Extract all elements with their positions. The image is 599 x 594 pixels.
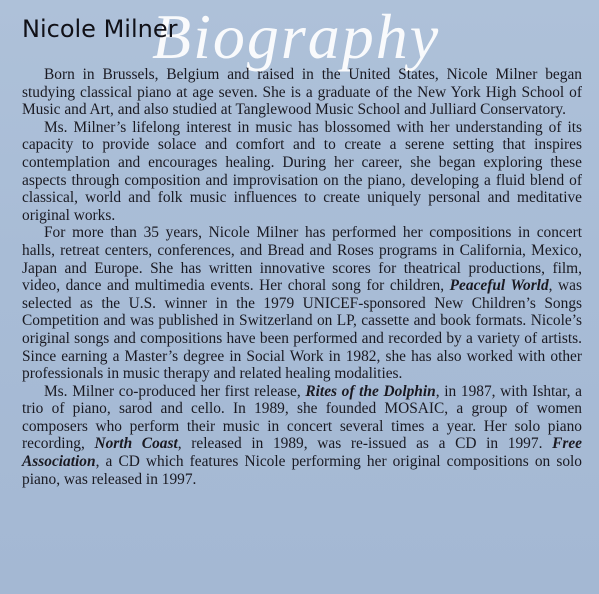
work-title: Peaceful World xyxy=(449,277,549,295)
work-title: North Coast xyxy=(94,435,178,453)
paragraph-performances xyxy=(22,224,582,382)
paragraph-text: , was selected as the U.S. winner in the 1979 UNICEF-sponsored New Children’s Songs Competition and was published in Switzerland on LP, cassette and book formats. Nicole’s original songs and compositions have been performed and recorded by a variety of artists. Since earning a Master’s degree in Social Work in 1982, she has also worked with other professionals in music therapy and related healing modalities. xyxy=(22,277,582,383)
work-title: Free Association xyxy=(22,435,583,471)
work-title: Rites of the Dolphin xyxy=(305,382,436,400)
paragraph-music-interest: Ms. Milner’s lifelong interest in music has blossomed with her understanding of its capacity to provide solace and comfort and to create a serene setting that inspires contemplation and encourages healing. During her career, she began exploring these aspects through composition and improvisation on the piano, developing a fluid blend of classical, world and folk music influences to create uniquely personal and meditative original works. xyxy=(22,118,582,224)
paragraph-early-life: Born in Brussels, Belgium and raised in the United States, Nicole Milner began studying classical piano at age seven. She is a graduate of the New York High School of Music and Art, and also studied at Tanglewood Music School and Julliard Conservatory. xyxy=(22,66,582,119)
paragraph-text: , in 1987, with Ishtar, a trio of piano, sarod and cello. In 1989, she founded MOSAIC, a group of women composers who perform their music in concert several times a year. Her solo piano recording, xyxy=(22,382,582,453)
biography-watermark-title: Biography xyxy=(152,1,441,72)
paragraph-text: For more than 35 years, Nicole Milner has performed her compositions in concert halls, retreat centers, conferences, and Bread and Roses programs in California, Mexico, Japan and Europe. She has written innovative scores for theatrical productions, film, video, dance and multimedia events. Her choral song for children, xyxy=(22,224,582,295)
paragraph-releases xyxy=(22,383,582,489)
paragraph-text: , released in 1989, was re-issued as a CD in 1997. xyxy=(177,435,553,453)
biography-body xyxy=(22,66,582,488)
page-title: Nicole Milner xyxy=(22,15,178,43)
paragraph-text: Ms. Milner co-produced her first release, xyxy=(44,382,306,400)
paragraph-text: , a CD which features Nicole performing her original compositions on solo piano, was released in 1997. xyxy=(22,453,582,488)
